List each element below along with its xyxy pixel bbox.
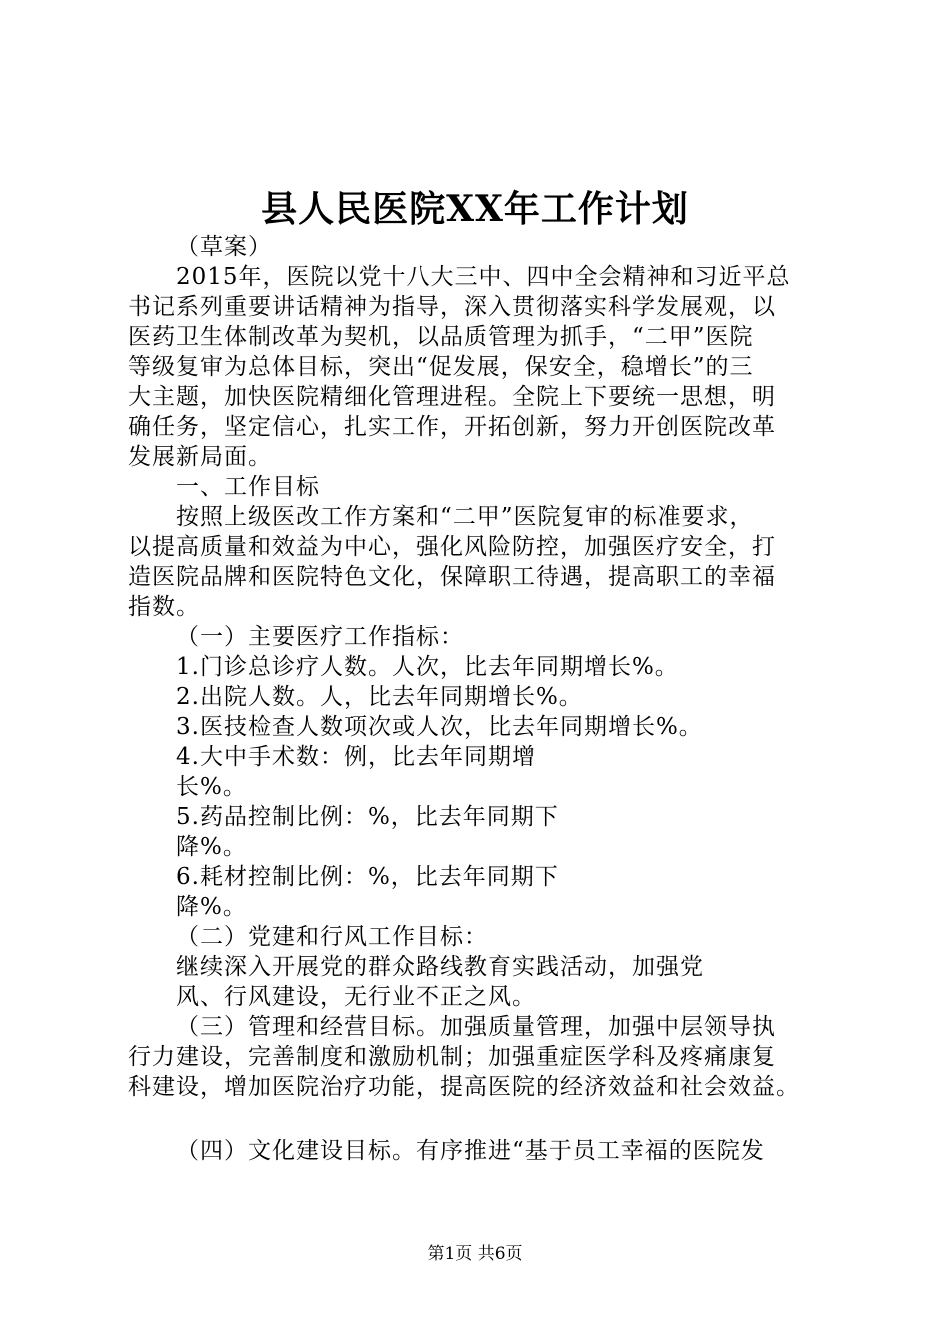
indicator-item: 6.耗材控制比例：%，比去年同期下 — [176, 864, 559, 890]
intro-line: 大主题，加快医院精细化管理进程。全院上下要统一思想，明 — [128, 384, 776, 410]
subsection-heading-party-building: （二）党建和行风工作目标： — [176, 924, 488, 950]
page-footer: 第1页 共6页 — [427, 1244, 523, 1264]
management-goal-line: （三）管理和经营目标。加强质量管理，加强中层领导执 — [176, 1014, 776, 1040]
intro-line: 医药卫生体制改革为契机，以品质管理为抓手，“二甲”医院 — [128, 324, 754, 350]
indicator-item: 5.药品控制比例：%，比去年同期下 — [176, 804, 559, 830]
intro-line: 等级复审为总体目标，突出“促发展，保安全，稳增长”的三 — [128, 354, 754, 380]
party-building-line: 风、行风建设，无行业不正之风。 — [176, 984, 536, 1010]
indicator-item-continued: 长%。 — [176, 774, 247, 800]
indicator-item-continued: 降%。 — [176, 894, 247, 920]
indicator-item: 4.大中手术数：例，比去年同期增 — [176, 744, 536, 770]
indicator-item: 1.门诊总诊疗人数。人次，比去年同期增长%。 — [176, 654, 679, 680]
indicator-item-continued: 降%。 — [176, 834, 247, 860]
management-goal-line: 科建设，增加医院治疗功能，提高医院的经济效益和社会效益。 — [128, 1074, 800, 1100]
intro-line: 发展新局面。 — [128, 444, 272, 470]
section-heading-work-goals: 一、工作目标 — [176, 474, 320, 500]
paragraph-spacer — [128, 1102, 840, 1136]
document-title: 县人民医院XX年工作计划 — [261, 188, 689, 230]
document-body — [128, 232, 840, 1166]
intro-line: 确任务，坚定信心，扎实工作，开拓创新，努力开创医院改革 — [128, 414, 776, 440]
intro-line: 书记系列重要讲话精神为指导，深入贯彻落实科学发展观，以 — [128, 294, 776, 320]
culture-goal-line: （四）文化建设目标。有序推进“基于员工幸福的医院发 — [176, 1138, 765, 1164]
intro-line: 2015年，医院以党十八大三中、四中全会精神和习近平总 — [176, 264, 791, 290]
draft-note: （草案） — [176, 234, 272, 260]
goal-line: 按照上级医改工作方案和“二甲”医院复审的标准要求， — [176, 504, 754, 530]
subsection-heading-medical-indicators: （一）主要医疗工作指标： — [176, 624, 464, 650]
party-building-line: 继续深入开展党的群众路线教育实践活动，加强党 — [176, 954, 704, 980]
indicator-item: 3.医技检查人数项次或人次，比去年同期增长%。 — [176, 714, 703, 740]
management-goal-line: 行力建设，完善制度和激励机制；加强重症医学科及疼痛康复 — [128, 1044, 776, 1070]
goal-line: 造医院品牌和医院特色文化，保障职工待遇，提高职工的幸福 — [128, 564, 776, 590]
indicator-item: 2.出院人数。人，比去年同期增长%。 — [176, 684, 583, 710]
goal-line: 指数。 — [128, 594, 200, 620]
goal-line: 以提高质量和效益为中心，强化风险防控，加强医疗安全，打 — [128, 534, 776, 560]
